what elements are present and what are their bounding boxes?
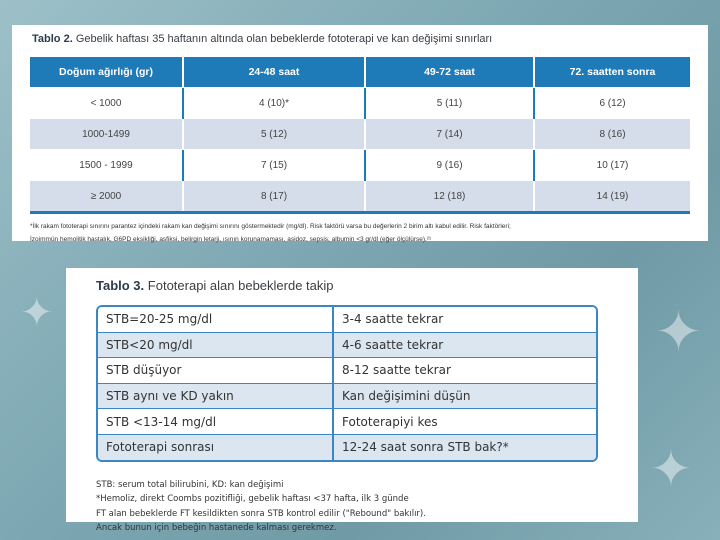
footnote-line: FT alan bebeklerde FT kesildikten sonra STB kontrol edilir ("Rebound" bakılır). [96, 508, 426, 519]
table-cell: 1500 - 1999 [30, 150, 183, 181]
footnote-line: *Hemoliz, direkt Coombs pozitifliği, gebelik haftası <37 hafta, ilk 3 günde [96, 494, 409, 505]
table-header-row [30, 57, 690, 88]
table-cell: STB düşüyor [98, 358, 333, 384]
table-row [98, 383, 596, 409]
tablo3-table [98, 307, 596, 460]
footnote-line: Ancak bunun için bebeğin hastanede kalması gerekmez. [96, 523, 337, 534]
table-cell: 1000-1499 [30, 119, 183, 150]
table-cell: 7 (14) [365, 119, 534, 150]
column-header: Doğum ağırlığı (gr) [30, 57, 183, 88]
tablo3-title-text: Fototerapi alan bebeklerde takip [147, 278, 334, 293]
table-cell: 7 (15) [183, 150, 365, 181]
butterfly-icon: ✦ [20, 290, 54, 336]
butterfly-icon: ✦ [650, 440, 692, 498]
tablo2-card [12, 25, 708, 241]
footnote-line: STB: serum total bilirubini, KD: kan değişimi [96, 479, 284, 490]
table-cell: Kan değişimini düşün [333, 383, 596, 409]
tablo3-title [96, 278, 608, 293]
table-cell: 4 (10)* [183, 88, 365, 119]
column-header: 72. saatten sonra [534, 57, 690, 88]
table-cell: STB aynı ve KD yakın [98, 383, 333, 409]
table-row [30, 88, 690, 119]
tablo3-table-frame [96, 305, 598, 462]
table-cell: 12 (18) [365, 181, 534, 213]
table-cell: 14 (19) [534, 181, 690, 213]
tablo3-footnote [96, 478, 608, 536]
table-cell: 6 (12) [534, 88, 690, 119]
footnote-line: İzoimmün hemolitik hastalık, G6PD eksikliği, asfiksi, belirgin letarji, ısının korunamaması, asidoz, sepsis, albumin <3 gr/dl (eğer ölçülürse).²¹ [30, 236, 432, 243]
table-cell: STB <13-14 mg/dl [98, 409, 333, 435]
table-cell: 8 (17) [183, 181, 365, 213]
table-cell: 8-12 saatte tekrar [333, 358, 596, 384]
tablo2-title-prefix: Tablo 2. [32, 33, 73, 45]
tablo2-title-text: Gebelik haftası 35 haftanın altında olan bebeklerde fototerapi ve kan değişimi sınırları [75, 33, 493, 45]
column-header: 24-48 saat [183, 57, 365, 88]
table-row [30, 119, 690, 150]
table-row [30, 150, 690, 181]
butterfly-icon: ✦ [655, 300, 702, 365]
table-cell: STB<20 mg/dl [98, 332, 333, 358]
table-cell: < 1000 [30, 88, 183, 119]
table-cell: 9 (16) [365, 150, 534, 181]
tablo2-title [32, 33, 690, 45]
table-cell: 12-24 saat sonra STB bak?* [333, 434, 596, 459]
tablo2-footnote [30, 220, 690, 246]
tablo2-table [30, 57, 690, 214]
column-header: 49-72 saat [365, 57, 534, 88]
table-cell: Fototerapiyi kes [333, 409, 596, 435]
tablo3-title-prefix: Tablo 3. [96, 278, 145, 293]
table-row [98, 409, 596, 435]
table-cell: ≥ 2000 [30, 181, 183, 213]
table-cell: 5 (11) [365, 88, 534, 119]
table-cell: 4-6 saatte tekrar [333, 332, 596, 358]
table-cell: 3-4 saatte tekrar [333, 307, 596, 332]
table-cell: STB=20-25 mg/dl [98, 307, 333, 332]
table-cell: 8 (16) [534, 119, 690, 150]
tablo3-card [66, 268, 638, 534]
table-cell: 10 (17) [534, 150, 690, 181]
table-row [98, 307, 596, 332]
footnote-line: *İlk rakam fototerapi sınırını parantez içindeki rakam kan değişimi sınırını göstermektedir (mg/dl). Risk faktörü varsa bu değerlerin 2 birim altı kabul edilir. Risk faktörleri; [30, 223, 511, 230]
table-row [98, 332, 596, 358]
table-row [98, 358, 596, 384]
table-row [30, 181, 690, 213]
table-cell: Fototerapi sonrası [98, 434, 333, 459]
table-row [98, 434, 596, 459]
table-cell: 5 (12) [183, 119, 365, 150]
